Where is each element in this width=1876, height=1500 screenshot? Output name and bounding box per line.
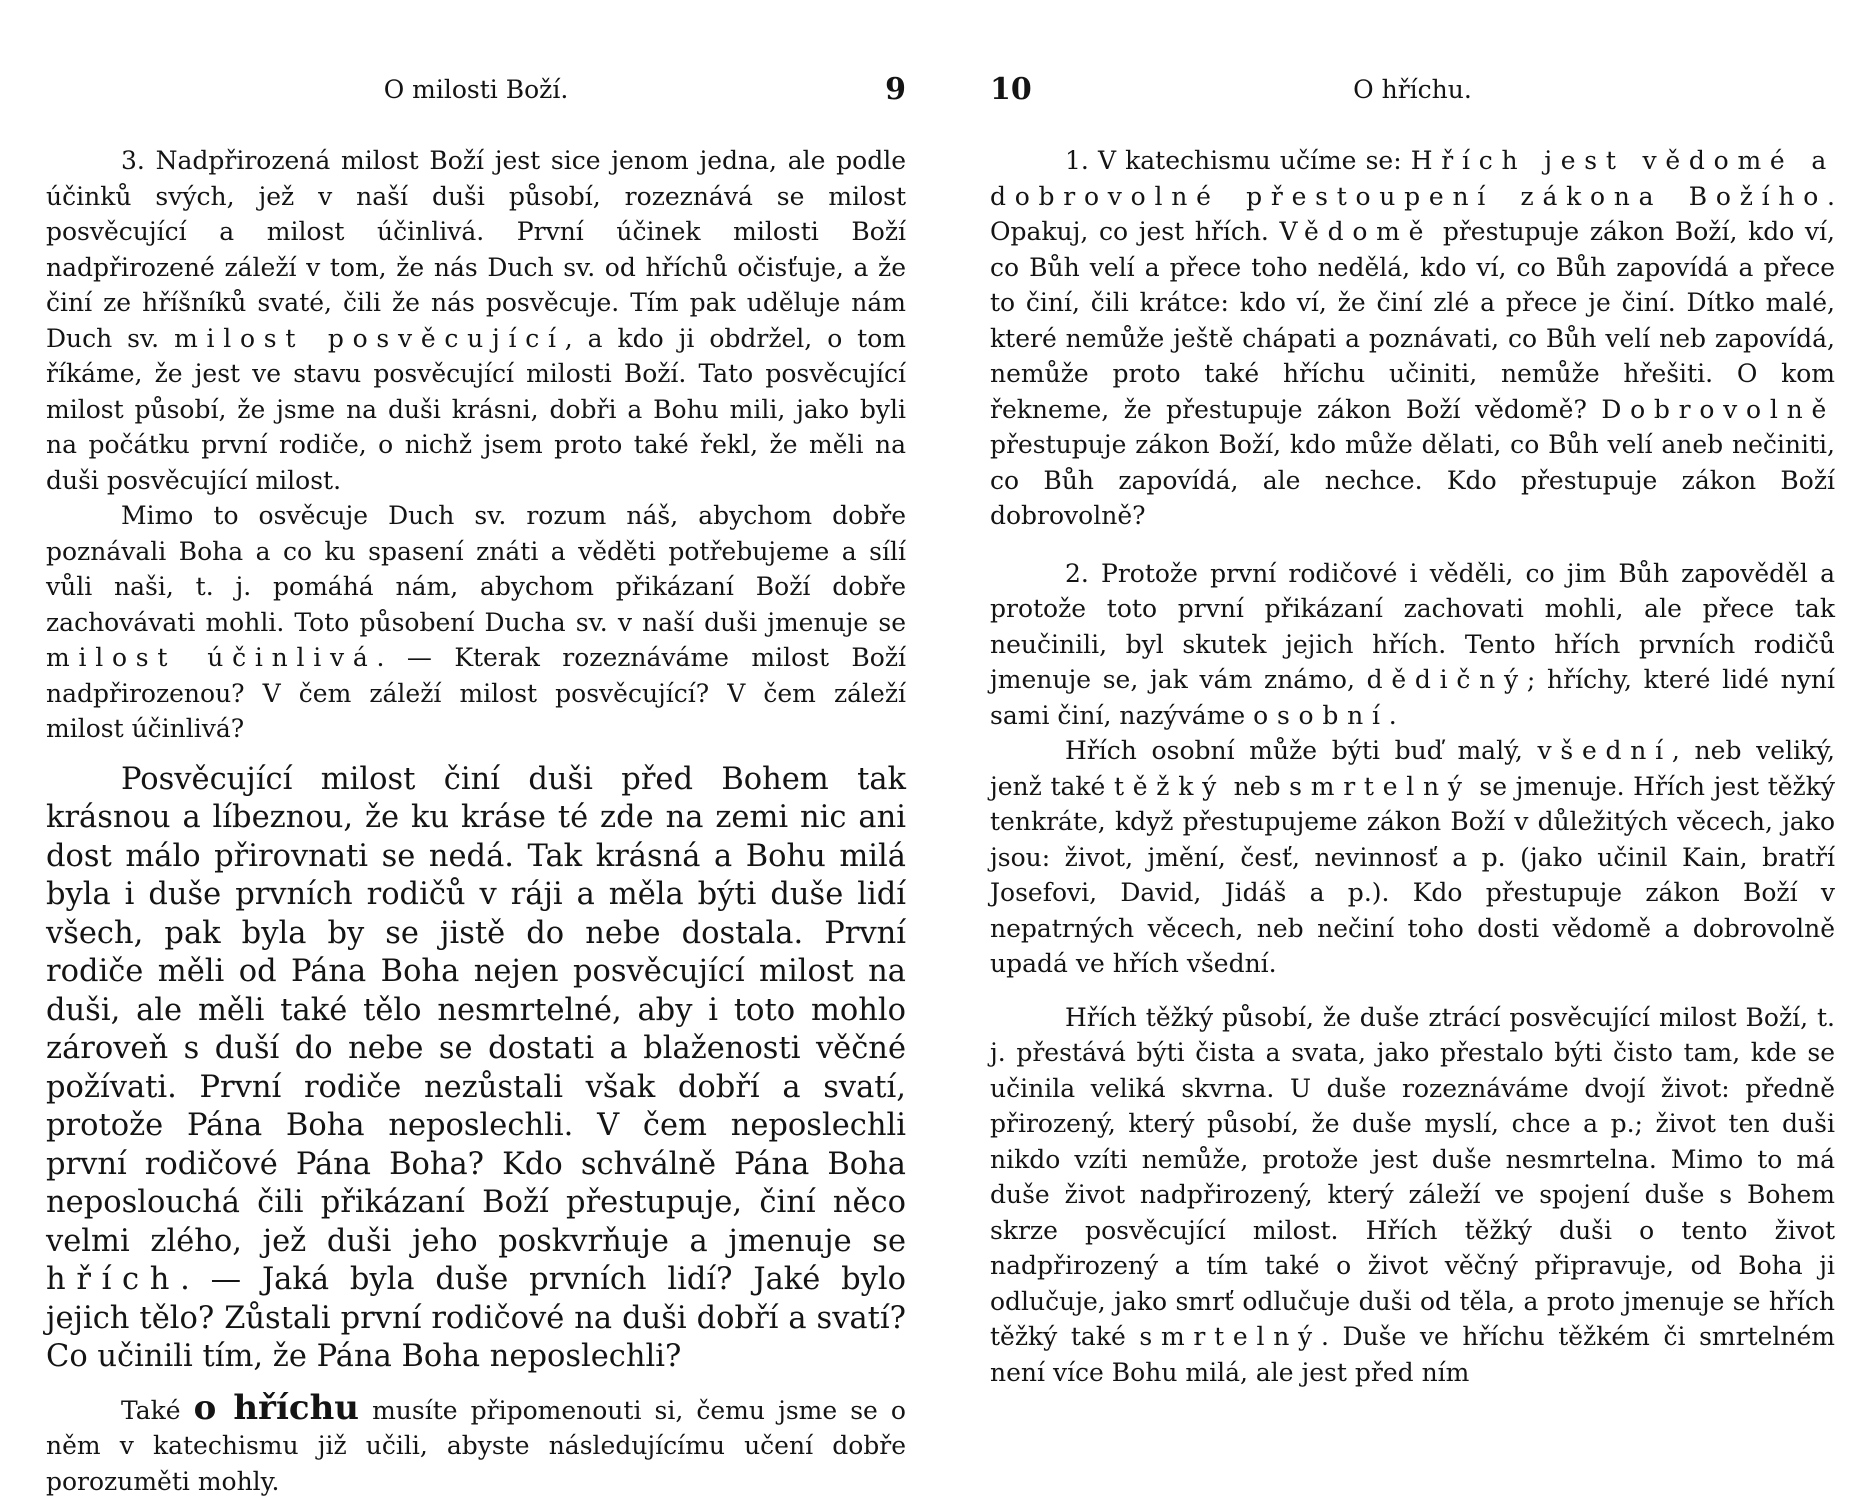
- paragraph: [990, 143, 1835, 534]
- left-page-header: [46, 70, 906, 110]
- text-run: . Opakuj, co jest hřích.: [990, 181, 1835, 246]
- text-run: .: [1388, 700, 1397, 730]
- text-run: Hřích osobní může býti buď malý,: [1065, 736, 1538, 765]
- text-run: přestupuje zákon Boží, kdo může dělati, co Bůh velí aneb nečiniti, co Bůh zapovídá, ale nechce. Kdo přestupuje zákon Boží dobrovolně?: [990, 430, 1835, 530]
- text-run: se jmenuje. Hřích jest těžký tenkráte, když přestupujeme zákon Boží v důležitých věcech, jako jsou: život, jmění, česť, nevinnosť a p. (jako učinil Kain, bratří Josefovi, David, Jidáš a p.). Kdo přestupuje zákon Boží v nepatrných věcech, neb nečiní toho dosti vědomě a dobrovolně upadá ve hřích všední.: [990, 771, 1835, 978]
- text-run: ; hříchy, které lidé nyní sami činí, nazýváme: [990, 665, 1835, 730]
- spaced-term: Dobrovolně: [1601, 394, 1835, 424]
- text-run: Také: [121, 1395, 194, 1425]
- paragraph: [990, 556, 1835, 734]
- text-run: , a kdo ji obdržel, o tom říkáme, že jest ve stavu posvěcující milosti Boží. Tato posvěcující milost působí, že jsme na duši krásni, dobři a Bohu mili, jako byli na počátku první rodiče, o nichž jsem proto také řekl, že měli na duši posvěcující milost.: [46, 323, 906, 495]
- page-number: 10: [990, 72, 1032, 107]
- paragraph: [990, 1000, 1835, 1391]
- text-run: Hřích těžký působí, že duše ztrácí posvěcující milost Boží, t. j. přestává býti čista a svata, jako přestalo býti čisto tam, kde se učinila veliká skvrna. U duše rozeznáváme dvojí život: předně přirozený, který působí, že duše myslí, chce a p.; život ten duši nikdo vzíti nemůže, protože jest duše nesmrtelna. Mimo to má duše život nadpřirozený, který záleží ve spojení duše s Bohem skrze posvěcující milost. Hřích těžký duši o tento život nadpřirozený a tím také o život věčný připravuje, od Boha ji odlučuje, jako smrť odlučuje duši od těla, a proto jmenuje se hřích těžký také: [990, 1002, 1835, 1351]
- paragraph: [990, 733, 1835, 982]
- spaced-term: milost účinlivá: [46, 643, 377, 672]
- text-run: , neb veliký, jenž také: [990, 736, 1835, 801]
- right-page-body: [990, 143, 1835, 1390]
- bold-term: o hříchu: [193, 1387, 360, 1428]
- spaced-term: osobní: [1253, 700, 1389, 730]
- text-run: 3. Nadpřirozená milost Boží jest sice jenom jedna, ale podle účinků svých, jež v naší duši působí, rozeznává se milost posvěcující a milost účinlivá. První účinek milosti Boží nadpřirozené záleží v tom, že nás Duch sv. od hříchů očisťuje, a že činí ze hříšníků svaté, čili že nás posvěcuje. Tím pak uděluje nám Duch sv.: [46, 146, 906, 353]
- text-run: Mimo to osvěcuje Duch sv. rozum náš, abychom dobře poznávali Boha a co ku spasení znáti a věděti potřebujeme a sílí vůli naši, t. j. pomáhá nám, abychom přikázaní Boží dobře zachovávati mohli. Toto působení Ducha sv. v naší duši jmenuje se: [46, 501, 906, 637]
- paragraph: [46, 761, 906, 1377]
- text-run: přestupuje zákon Boží, kdo ví, co Bůh velí a přece toho nedělá, kdo ví, co Bůh zapovídá a přece to činí, čili krátce: kdo ví, že činí zlé a přece je činí. Dítko malé, které nemůže ještě chápati a poznávati, co Bůh velí neb zapovídá, nemůže proto také hříchu učiniti, nemůže hřešiti. O kom řekneme, že přestupuje zákon Boží vědomě?: [990, 217, 1835, 424]
- paragraph: [46, 498, 906, 747]
- spaced-term: Hřích jest vědomé a dobrovolné přestoupení zákona Božího: [990, 146, 1835, 211]
- text-run: Posvěcující milost činí duši před Bohem tak krásnou a líbeznou, že ku kráse té zde na zemi nic ani dost málo přirovnati se nedá. Tak krásná a Bohu milá byla i duše prvních rodičů v ráji a měla býti duše lidí všech, pak byla by se jistě do nebe dostala. První rodiče měli od Pána Boha nejen posvěcující milost na duši, ale měli také tělo nesmrtelné, aby i toto mohlo zároveň s duší do nebe se dostati a blaženosti věčné požívati. První rodiče nezůstali však dobří a svatí, protože Pána Boha neposlechli. V čem neposlechli první rodičové Pána Boha? Kdo schválně Pána Boha neposlouchá čili přikázaní Boží přestupuje, činí něco velmi zlého, jež duši jeho poskvrňuje a jmenuje se: [46, 761, 906, 1259]
- spaced-term: těžký: [1113, 771, 1226, 801]
- text-run: . — Kterak rozeznáváme milost Boží nadpřirozenou? V čem záleží milost posvěcující? V čem záleží milost účinlivá?: [46, 643, 907, 743]
- spaced-term: milost posvěcující: [174, 323, 565, 353]
- running-head: O hříchu.: [1353, 75, 1472, 104]
- paragraph: [46, 143, 906, 498]
- paragraph: [46, 1387, 906, 1500]
- running-head: O milosti Boží.: [383, 75, 569, 104]
- spaced-term: Vědomě: [1279, 217, 1433, 246]
- right-page: [990, 0, 1835, 1500]
- spaced-term: hřích: [46, 1262, 181, 1297]
- page-number: 9: [885, 72, 906, 107]
- right-page-header: [990, 70, 1835, 110]
- left-page-body: [46, 143, 906, 1499]
- text-run: musíte připomenouti si, čemu jsme se o něm v katechismu již učili, abyste následujícímu učení dobře porozuměti mohly.: [46, 1395, 906, 1496]
- spaced-term: dědičný: [1366, 665, 1527, 694]
- text-run: 2. Protože první rodičové i věděli, co jim Bůh zapověděl a protože toto první přikázaní zachovati mohli, ale přece tak neučinili, byl skutek jejich hřích. Tento hřích prvních rodičů jmenuje se, jak vám známo,: [990, 558, 1835, 694]
- text-run: neb: [1225, 771, 1290, 801]
- text-run: 1. V katechismu učíme se:: [1065, 146, 1411, 175]
- text-run: . Duše ve hříchu těžkém či smrtelném není více Bohu milá, ale jest před ním: [990, 1322, 1835, 1387]
- spaced-term: smrtelný: [1139, 1322, 1321, 1351]
- text-run: . — Jaká byla duše prvních lidí? Jaké bylo jejich tělo? Zůstali první rodičové na duši dobří a svatí? Co učinili tím, že Pána Boha neposlechli?: [46, 1262, 906, 1374]
- spaced-term: smrtelný: [1289, 771, 1471, 801]
- left-page: [46, 0, 906, 1500]
- spaced-term: všední: [1537, 736, 1672, 765]
